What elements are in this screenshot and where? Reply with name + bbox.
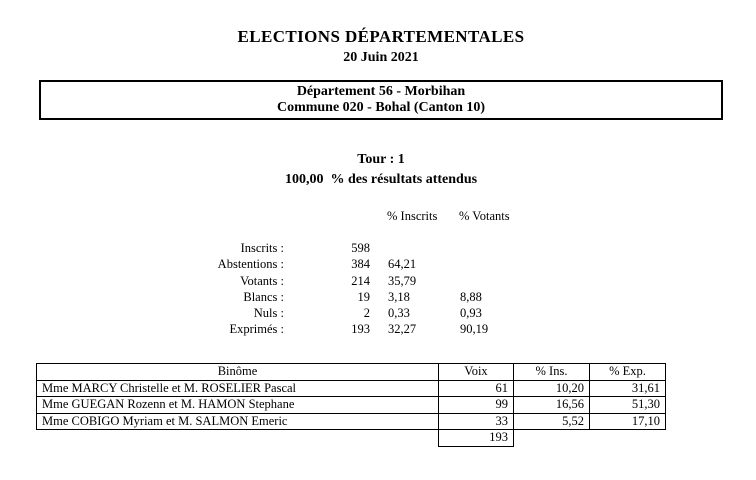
- location-box: [39, 80, 723, 120]
- election-date: 20 Juin 2021: [343, 50, 419, 65]
- stat-row-exprimes: [134, 321, 530, 337]
- stat-value: 19: [357, 289, 370, 304]
- pct-ins-cell: 10,20: [514, 380, 590, 397]
- pct-ins-cell: 5,52: [514, 413, 590, 430]
- voix-cell: 61: [439, 380, 514, 397]
- stat-label: Nuls :: [253, 306, 284, 321]
- results-progress: 100,00 % des résultats attendus: [284, 172, 478, 187]
- stat-label: Exprimés :: [229, 322, 284, 337]
- results-section: [36, 363, 666, 447]
- results-header-row: [37, 364, 666, 381]
- stat-value: 598: [351, 241, 370, 255]
- binome-cell: Mme GUEGAN Rozenn et M. HAMON Stephane: [37, 397, 439, 414]
- stat-pct-inscrits: 64,21: [388, 257, 417, 272]
- header-pct-ins: % Ins.: [514, 364, 590, 381]
- pct-exp-cell: 17,10: [590, 413, 666, 430]
- pct-votants-header: % Votants: [459, 209, 510, 223]
- voix-cell: 99: [439, 397, 514, 414]
- stat-label: Votants :: [240, 273, 284, 288]
- header-pct-exp: % Exp.: [590, 364, 666, 381]
- stat-pct-votants: [460, 240, 530, 256]
- commune-line: Commune 020 - Bohal (Canton 10): [276, 100, 486, 115]
- table-row: [37, 397, 666, 414]
- stat-label: Blancs :: [243, 289, 284, 304]
- stat-value: 214: [351, 273, 370, 288]
- stat-pct-inscrits: 35,79: [388, 273, 417, 288]
- pct-exp-cell: 31,61: [590, 380, 666, 397]
- results-table: [36, 363, 666, 447]
- stat-row-votants: [134, 273, 530, 289]
- department-line: Département 56 - Morbihan: [296, 84, 466, 99]
- stat-value: 2: [363, 306, 370, 321]
- total-row: [37, 430, 666, 447]
- voix-cell: 33: [439, 413, 514, 430]
- table-row: [37, 380, 666, 397]
- header-binome: Binôme: [37, 364, 439, 381]
- header-voix: Voix: [439, 364, 514, 381]
- total-voix-cell: 193: [439, 430, 514, 447]
- pct-ins-cell: 16,56: [514, 397, 590, 414]
- page-title: ELECTIONS DÉPARTEMENTALES: [237, 27, 525, 46]
- empty-cell: [37, 430, 439, 447]
- tour-label: Tour : 1: [357, 152, 405, 167]
- stat-pct-inscrits: 3,18: [388, 289, 410, 304]
- participation-headers: [0, 209, 756, 223]
- stat-pct-votants: 0,93: [460, 306, 482, 321]
- pct-inscrits-header: % Inscrits: [387, 209, 438, 223]
- stat-row-blancs: [134, 289, 530, 305]
- table-row: [37, 413, 666, 430]
- stat-row-inscrits: [134, 240, 530, 256]
- stat-pct-inscrits: [388, 240, 460, 256]
- stat-row-nuls: [134, 305, 530, 321]
- empty-cell: [514, 430, 590, 447]
- binome-cell: Mme MARCY Christelle et M. ROSELIER Pascal: [37, 380, 439, 397]
- stat-pct-votants: [460, 256, 530, 272]
- binome-cell: Mme COBIGO Myriam et M. SALMON Emeric: [37, 413, 439, 430]
- stat-label: Inscrits :: [240, 241, 284, 255]
- stat-label: Abstentions :: [217, 257, 284, 272]
- stat-pct-votants: 8,88: [460, 289, 482, 304]
- stat-pct-votants: [460, 273, 530, 289]
- stat-value: 384: [351, 257, 370, 272]
- stat-pct-votants: 90,19: [460, 322, 489, 337]
- stat-pct-inscrits: 0,33: [388, 306, 410, 321]
- empty-cell: [590, 430, 666, 447]
- pct-exp-cell: 51,30: [590, 397, 666, 414]
- stat-row-abstentions: [134, 256, 530, 272]
- stat-value: 193: [351, 322, 370, 337]
- stat-pct-inscrits: 32,27: [388, 322, 417, 337]
- participation-stats: [134, 240, 530, 338]
